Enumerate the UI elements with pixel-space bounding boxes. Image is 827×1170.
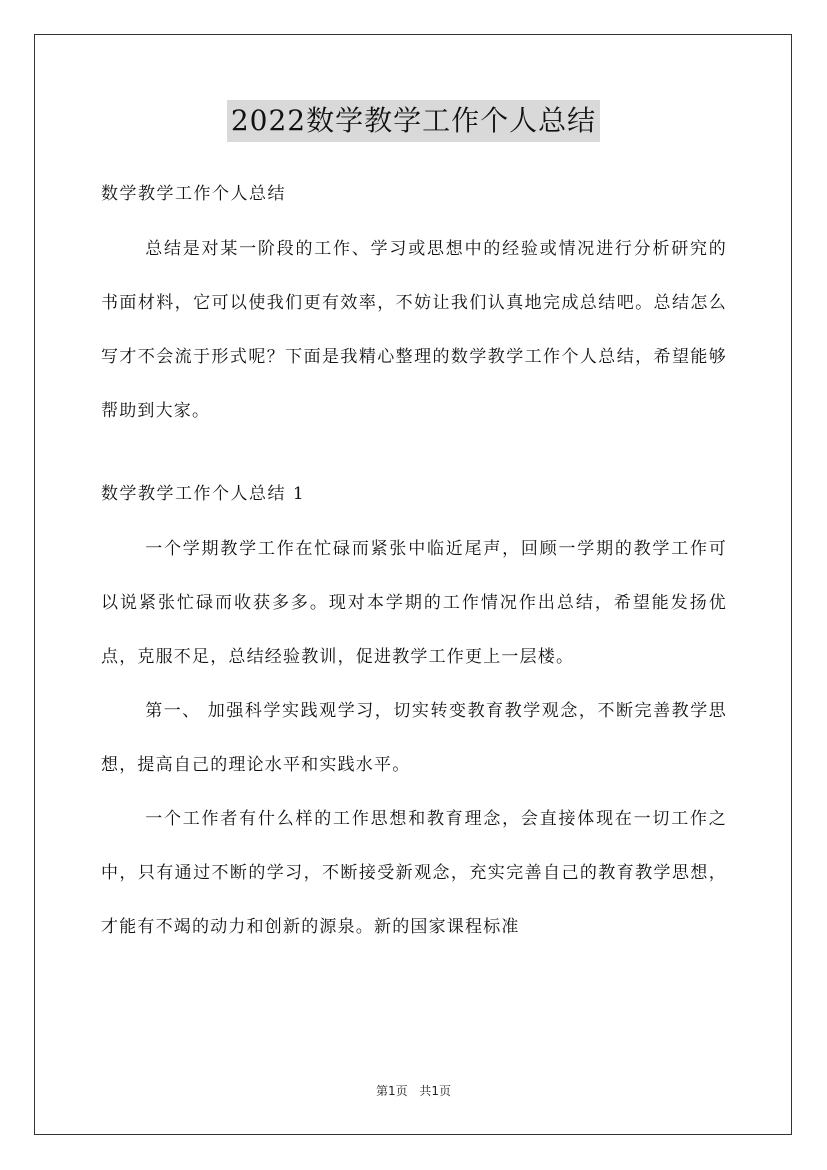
intro-paragraph: 总结是对某一阶段的工作、学习或思想中的经验或情况进行分析研究的书面材料，它可以使我们更有效率，不妨让我们认真地完成总结吧。总结怎么写才不会流于形式呢？下面是我精心整理的数学教学工作个人总结，希望能够帮助到大家。	[101, 239, 727, 421]
section-paragraph: 一个学期教学工作在忙碌而紧张中临近尾声，回顾一学期的教学工作可以说紧张忙碌而收获多多。现对本学期的工作情况作出总结，希望能发扬优点，克服不足，总结经验教训，促进教学工作更上一层楼。	[101, 539, 727, 667]
section-paragraph: 一个工作者有什么样的工作思想和教育理念，会直接体现在一切工作之中，只有通过不断的学习，不断接受新观念，充实完善自己的教育教学思想，才能有不竭的动力和创新的源泉。新的国家课程标准	[101, 809, 727, 937]
page-number: 第1页	[375, 1084, 408, 1098]
title-container	[0, 100, 827, 142]
section-heading: 数学教学工作个人总结 1	[101, 484, 306, 504]
page-total: 共1页	[419, 1084, 452, 1098]
document-body	[101, 172, 727, 954]
spacer	[101, 438, 727, 472]
document-subtitle: 数学教学工作个人总结	[101, 184, 286, 204]
page-footer	[0, 1082, 827, 1099]
document-title: 2022数学教学工作个人总结	[227, 100, 600, 142]
section-paragraph: 第一、 加强科学实践观学习，切实转变教育教学观念，不断完善教学思想，提高自己的理论水平和实践水平。	[101, 701, 727, 775]
